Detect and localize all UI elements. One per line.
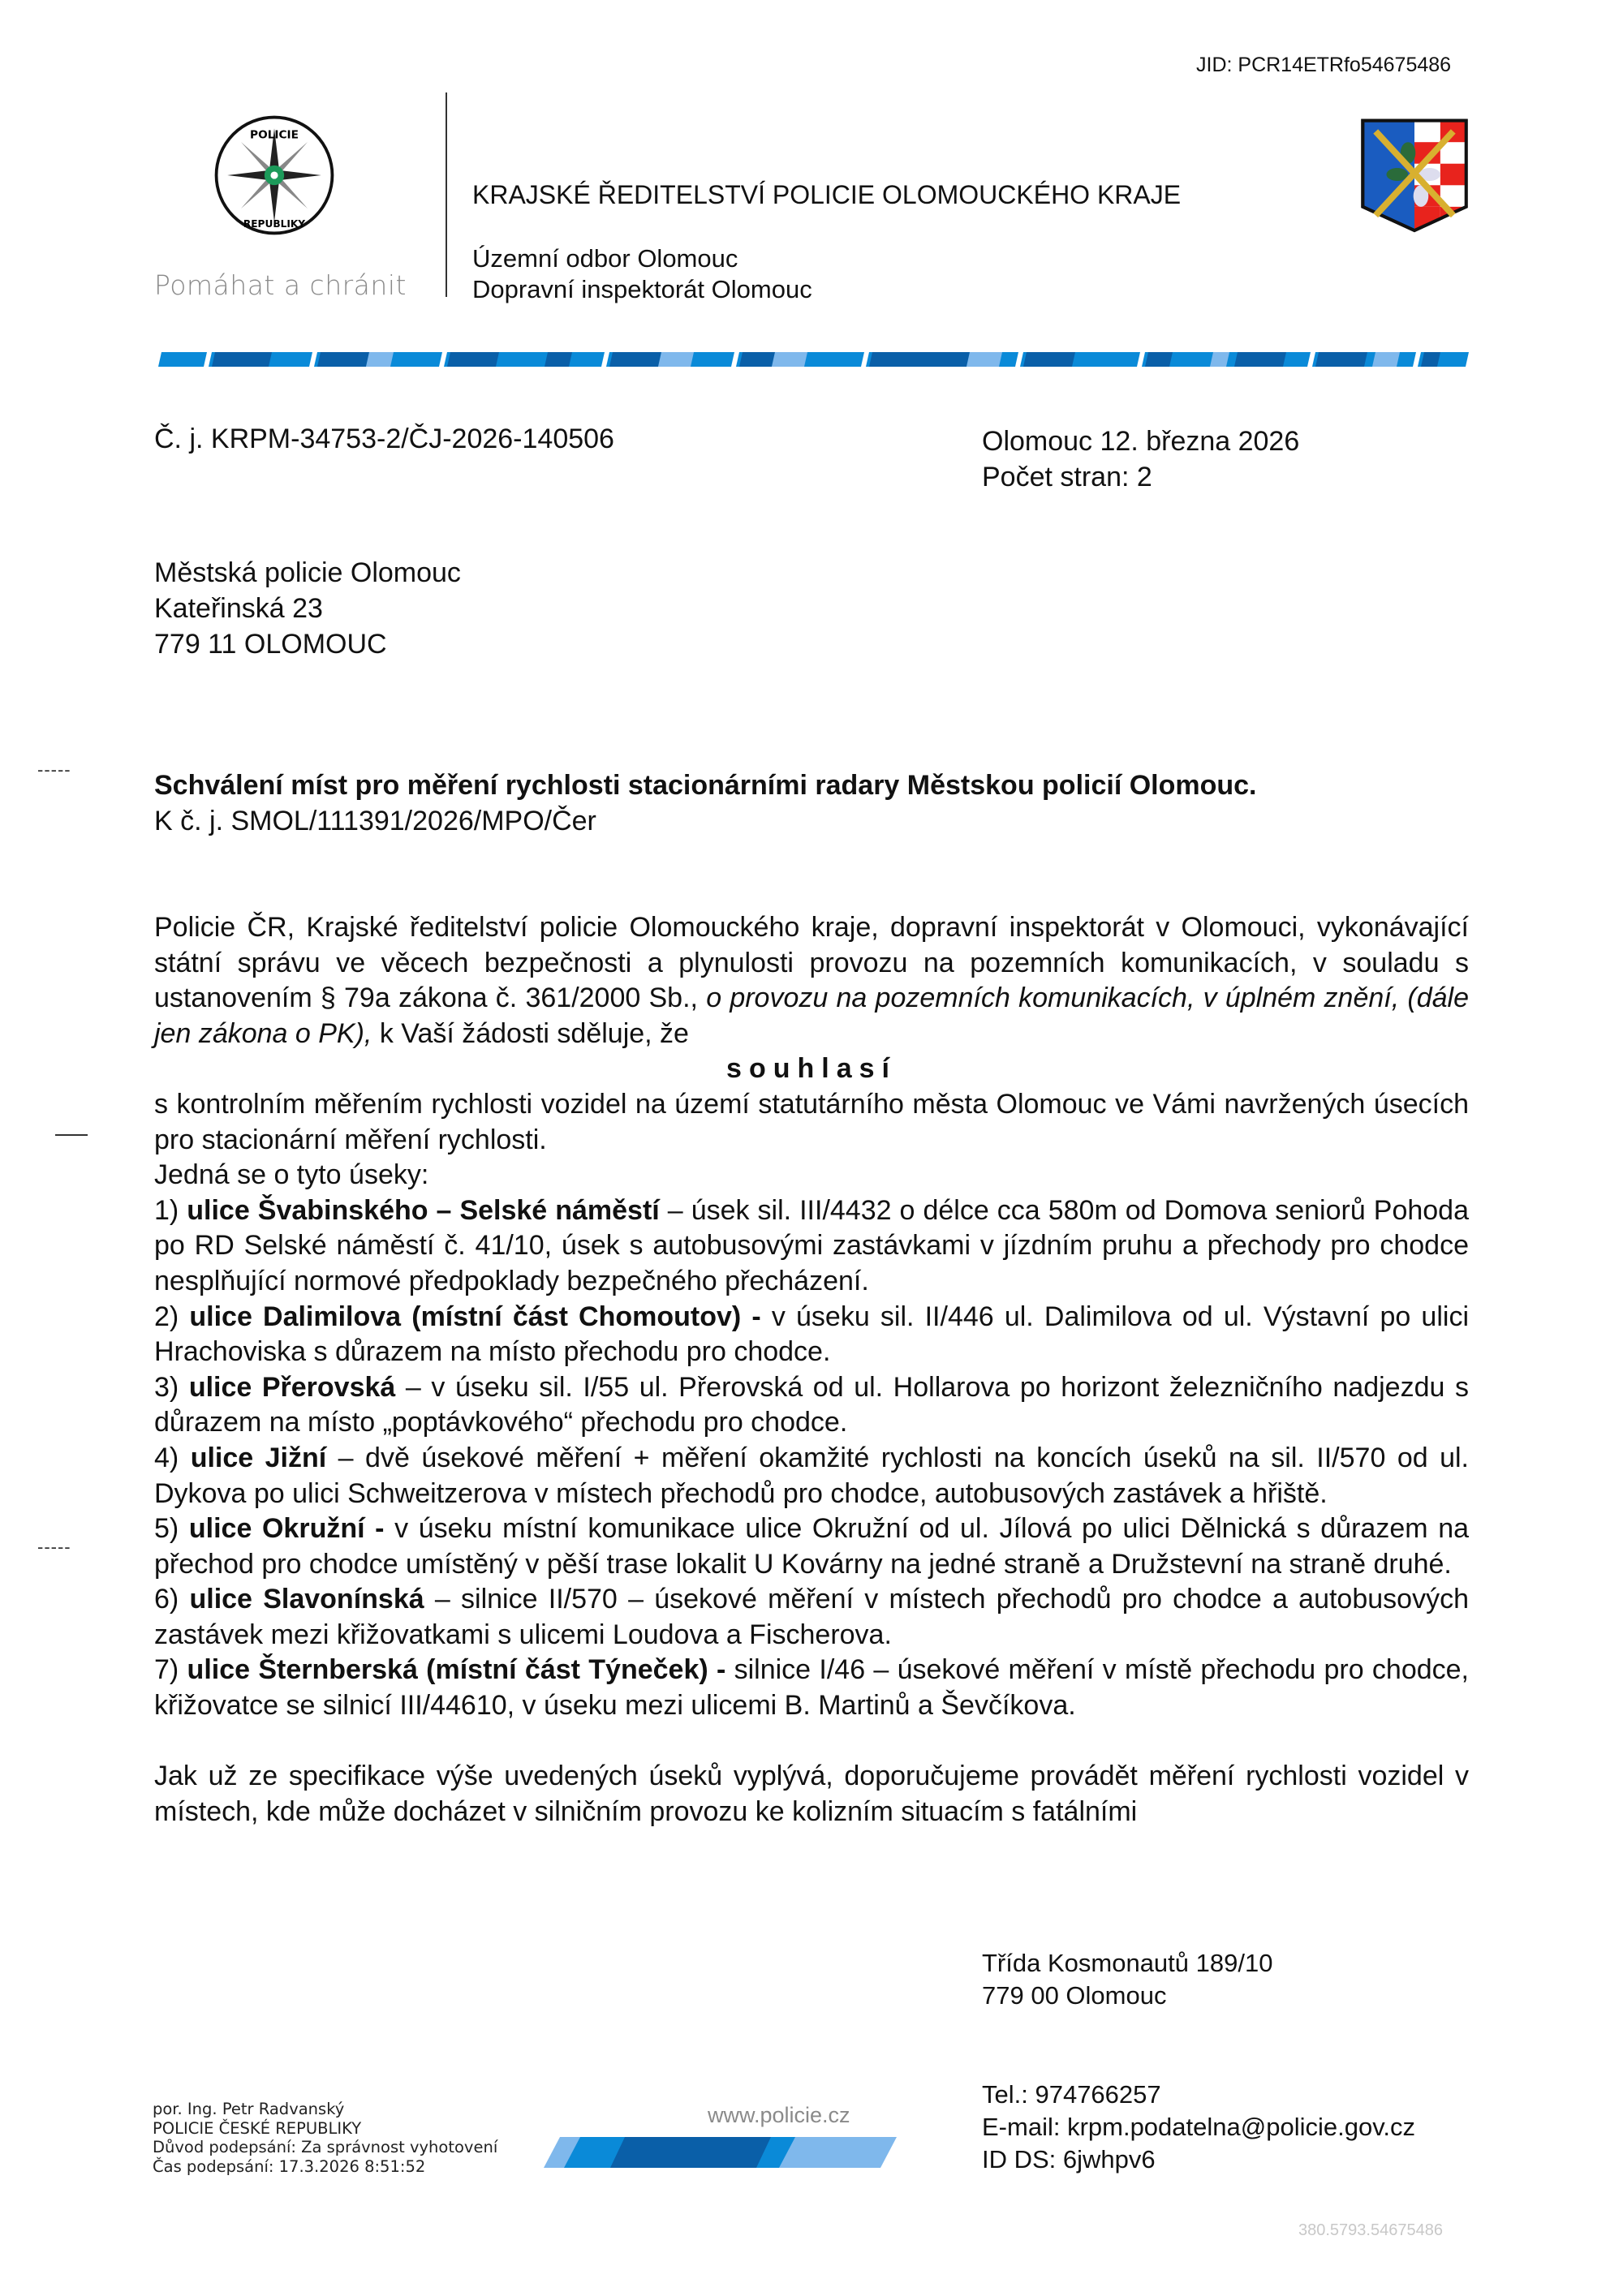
section-item xyxy=(154,1653,1469,1723)
signer-name: por. Ing. Petr Radvanský xyxy=(153,2100,345,2118)
unit: Dopravní inspektorát Olomouc xyxy=(472,275,812,303)
contact-email[interactable]: E-mail: krpm.podatelna@policie.gov.cz xyxy=(982,2113,1416,2141)
recipient-city: 779 11 OLOMOUC xyxy=(154,629,387,660)
date-block xyxy=(982,424,1299,495)
office-address xyxy=(982,1947,1272,2012)
coat-of-arms-icon xyxy=(1359,118,1470,237)
section-street-name: ulice Jižní xyxy=(190,1442,327,1473)
section-street-name: ulice Slavonínská xyxy=(189,1584,424,1615)
section-item xyxy=(154,1582,1469,1653)
section-street-name: ulice Šternberská (místní část Týneček) - xyxy=(187,1654,726,1686)
section-number: 6) xyxy=(154,1584,179,1615)
department-block xyxy=(472,243,812,305)
section-item xyxy=(154,1511,1469,1582)
office-city: 779 00 Olomouc xyxy=(982,1981,1167,2010)
signature-block xyxy=(153,2100,497,2176)
section-street-name: ulice Dalimilova (místní část Chomoutov) - xyxy=(189,1301,761,1332)
fold-mark-bottom: ----- xyxy=(37,1537,71,1557)
recipient-address xyxy=(154,555,461,662)
reference-number: Č. j. KRPM-34753-2/ČJ-2026-140506 xyxy=(154,424,614,454)
signer-org: POLICIE ČESKÉ REPUBLIKY xyxy=(153,2118,362,2138)
sections-list xyxy=(154,1193,1469,1724)
subject-title: Schválení míst pro měření rychlosti stacionárními radary Městskou policií Olomouc. xyxy=(154,770,1257,801)
contact-tel: Tel.: 974766257 xyxy=(982,2080,1161,2109)
law-title: o provozu na pozemních komunikacích, v úplném znění, (dále jen zákona o PK), xyxy=(154,982,1469,1049)
section-description: – silnice II/570 – úsekové měření v místech přechodů pro chodce a autobusových zastávek mezi křižovatkami s ulicemi Loudova a Fischerova. xyxy=(154,1584,1469,1650)
section-item xyxy=(154,1370,1469,1441)
police-star-emblem-icon xyxy=(213,114,336,237)
contact-id-ds: ID DS: 6jwhpv6 xyxy=(982,2145,1156,2173)
office-street: Třída Kosmonautů 189/10 xyxy=(982,1949,1273,1977)
header-divider xyxy=(446,92,447,297)
section-street-name: ulice Švabinského – Selské náměstí xyxy=(187,1194,660,1226)
department: Územní odbor Olomouc xyxy=(472,244,738,273)
section-number: 2) xyxy=(154,1301,179,1332)
section-description: v úseku místní komunikace ulice Okružní od ul. Jílová po ulici Dělnická s důrazem na přechod pro chodce umístěný v pěší trase lokalit U Kovárny na jedné straně a Družstevní na straně druhé. xyxy=(154,1513,1470,1580)
section-description: – dvě úsekové měření + měření okamžité rychlosti na koncích úseků na sil. II/570 od ul. Dykova po ulici Schweitzerova v místech přechodů pro chodce, autobusových zastávek a hřiště. xyxy=(154,1442,1469,1509)
letter-body xyxy=(154,910,1469,1829)
section-number: 3) xyxy=(154,1371,179,1403)
section-description: – úsek sil. III/4432 o délce cca 580m od Domova seniorů Pohoda po RD Selské náměstí č. 41/10, úsek s autobusovými zastávkami v jízdním pruhu a přechody pro chodce nesplňující normové předpoklady bezpečného přecházení. xyxy=(154,1194,1469,1296)
contact-block xyxy=(982,2079,1415,2176)
intro-paragraph xyxy=(154,910,1469,1051)
section-item xyxy=(154,1441,1469,1511)
section-item xyxy=(154,1300,1469,1370)
list-intro: Jedná se o tyto úseky: xyxy=(154,1159,429,1191)
section-street-name: ulice Přerovská xyxy=(188,1371,396,1403)
closing-paragraph: Jak už ze specifikace výše uvedených úseků vyplývá, doporučujeme provádět měření rychlosti vozidel v místech, kde může docházet v silničním provozu ke kolizním situacím s fatálními xyxy=(154,1761,1469,1827)
jid-label: JID: PCR14ETRfo54675486 xyxy=(1196,54,1452,76)
motto: Pomáhat a chránit xyxy=(154,269,407,301)
section-description: silnice I/46 – úsekové měření v místě přechodu pro chodce, křižovatce se silnicí III/44610, v úseku mezi ulicemi B. Martinů a Ševčíkova. xyxy=(154,1654,1469,1722)
subject-block xyxy=(154,767,1257,839)
section-number: 4) xyxy=(154,1442,179,1473)
section-description: v úseku sil. II/446 ul. Dalimilova od ul. Výstavní po ulici Hrachoviska s důrazem na místo přechodu pro chodce. xyxy=(154,1301,1469,1368)
sign-time: Čas podepsání: 17.3.2026 8:51:52 xyxy=(153,2156,426,2176)
consent-word: souhlasí xyxy=(726,1053,897,1085)
section-number: 5) xyxy=(154,1513,179,1545)
document-number: 380.5793.54675486 xyxy=(1298,2221,1443,2239)
website-link[interactable]: www.policie.cz xyxy=(708,2103,850,2127)
svg-text:REPUBLIKY: REPUBLIKY xyxy=(243,217,306,230)
section-description: – v úseku sil. I/55 ul. Přerovská od ul. Hollarova po horizont železničního nadjezdu s důrazem na místo „poptávkového“ přechodu pro chodce. xyxy=(154,1371,1469,1438)
section-number: 7) xyxy=(154,1654,179,1686)
fold-mark-top: ----- xyxy=(37,759,71,780)
recipient-name: Městská policie Olomouc xyxy=(154,557,461,588)
section-item xyxy=(154,1193,1469,1300)
intro-text-end: k Vaší žádosti sděluje, že xyxy=(372,1017,689,1049)
decorative-blue-stripe xyxy=(158,352,1469,367)
punch-mark xyxy=(55,1134,88,1136)
recipient-street: Kateřinská 23 xyxy=(154,593,323,624)
subject-reference: K č. j. SMOL/111391/2026/MPO/Čer xyxy=(154,806,596,836)
intro-text: Policie ČR, Krajské ředitelství policie Olomouckého kraje, dopravní inspektorát v Olomouci, vykonávající státní správu ve věcech bezpečnosti a plynulosti provozu na pozemních komunikacích, v souladu s ustanovením § 79a zákona č. 361/2000 Sb., xyxy=(154,912,1469,1014)
date: Olomouc 12. března 2026 xyxy=(982,426,1300,457)
page-count: Počet stran: 2 xyxy=(982,462,1152,492)
svg-text:POLICIE: POLICIE xyxy=(250,128,299,142)
consent-text: s kontrolním měřením rychlosti vozidel na území statutárního města Olomouc ve Vámi navržených úsecích pro stacionární měření rychlosti. xyxy=(154,1088,1469,1155)
organization-title: KRAJSKÉ ŘEDITELSTVÍ POLICIE OLOMOUCKÉHO KRAJE xyxy=(472,180,1182,209)
footer-blue-stripe xyxy=(544,2137,897,2168)
sign-reason: Důvod podepsání: Za správnost vyhotovení xyxy=(153,2138,498,2156)
section-street-name: ulice Okružní - xyxy=(188,1513,385,1545)
section-number: 1) xyxy=(154,1194,179,1226)
